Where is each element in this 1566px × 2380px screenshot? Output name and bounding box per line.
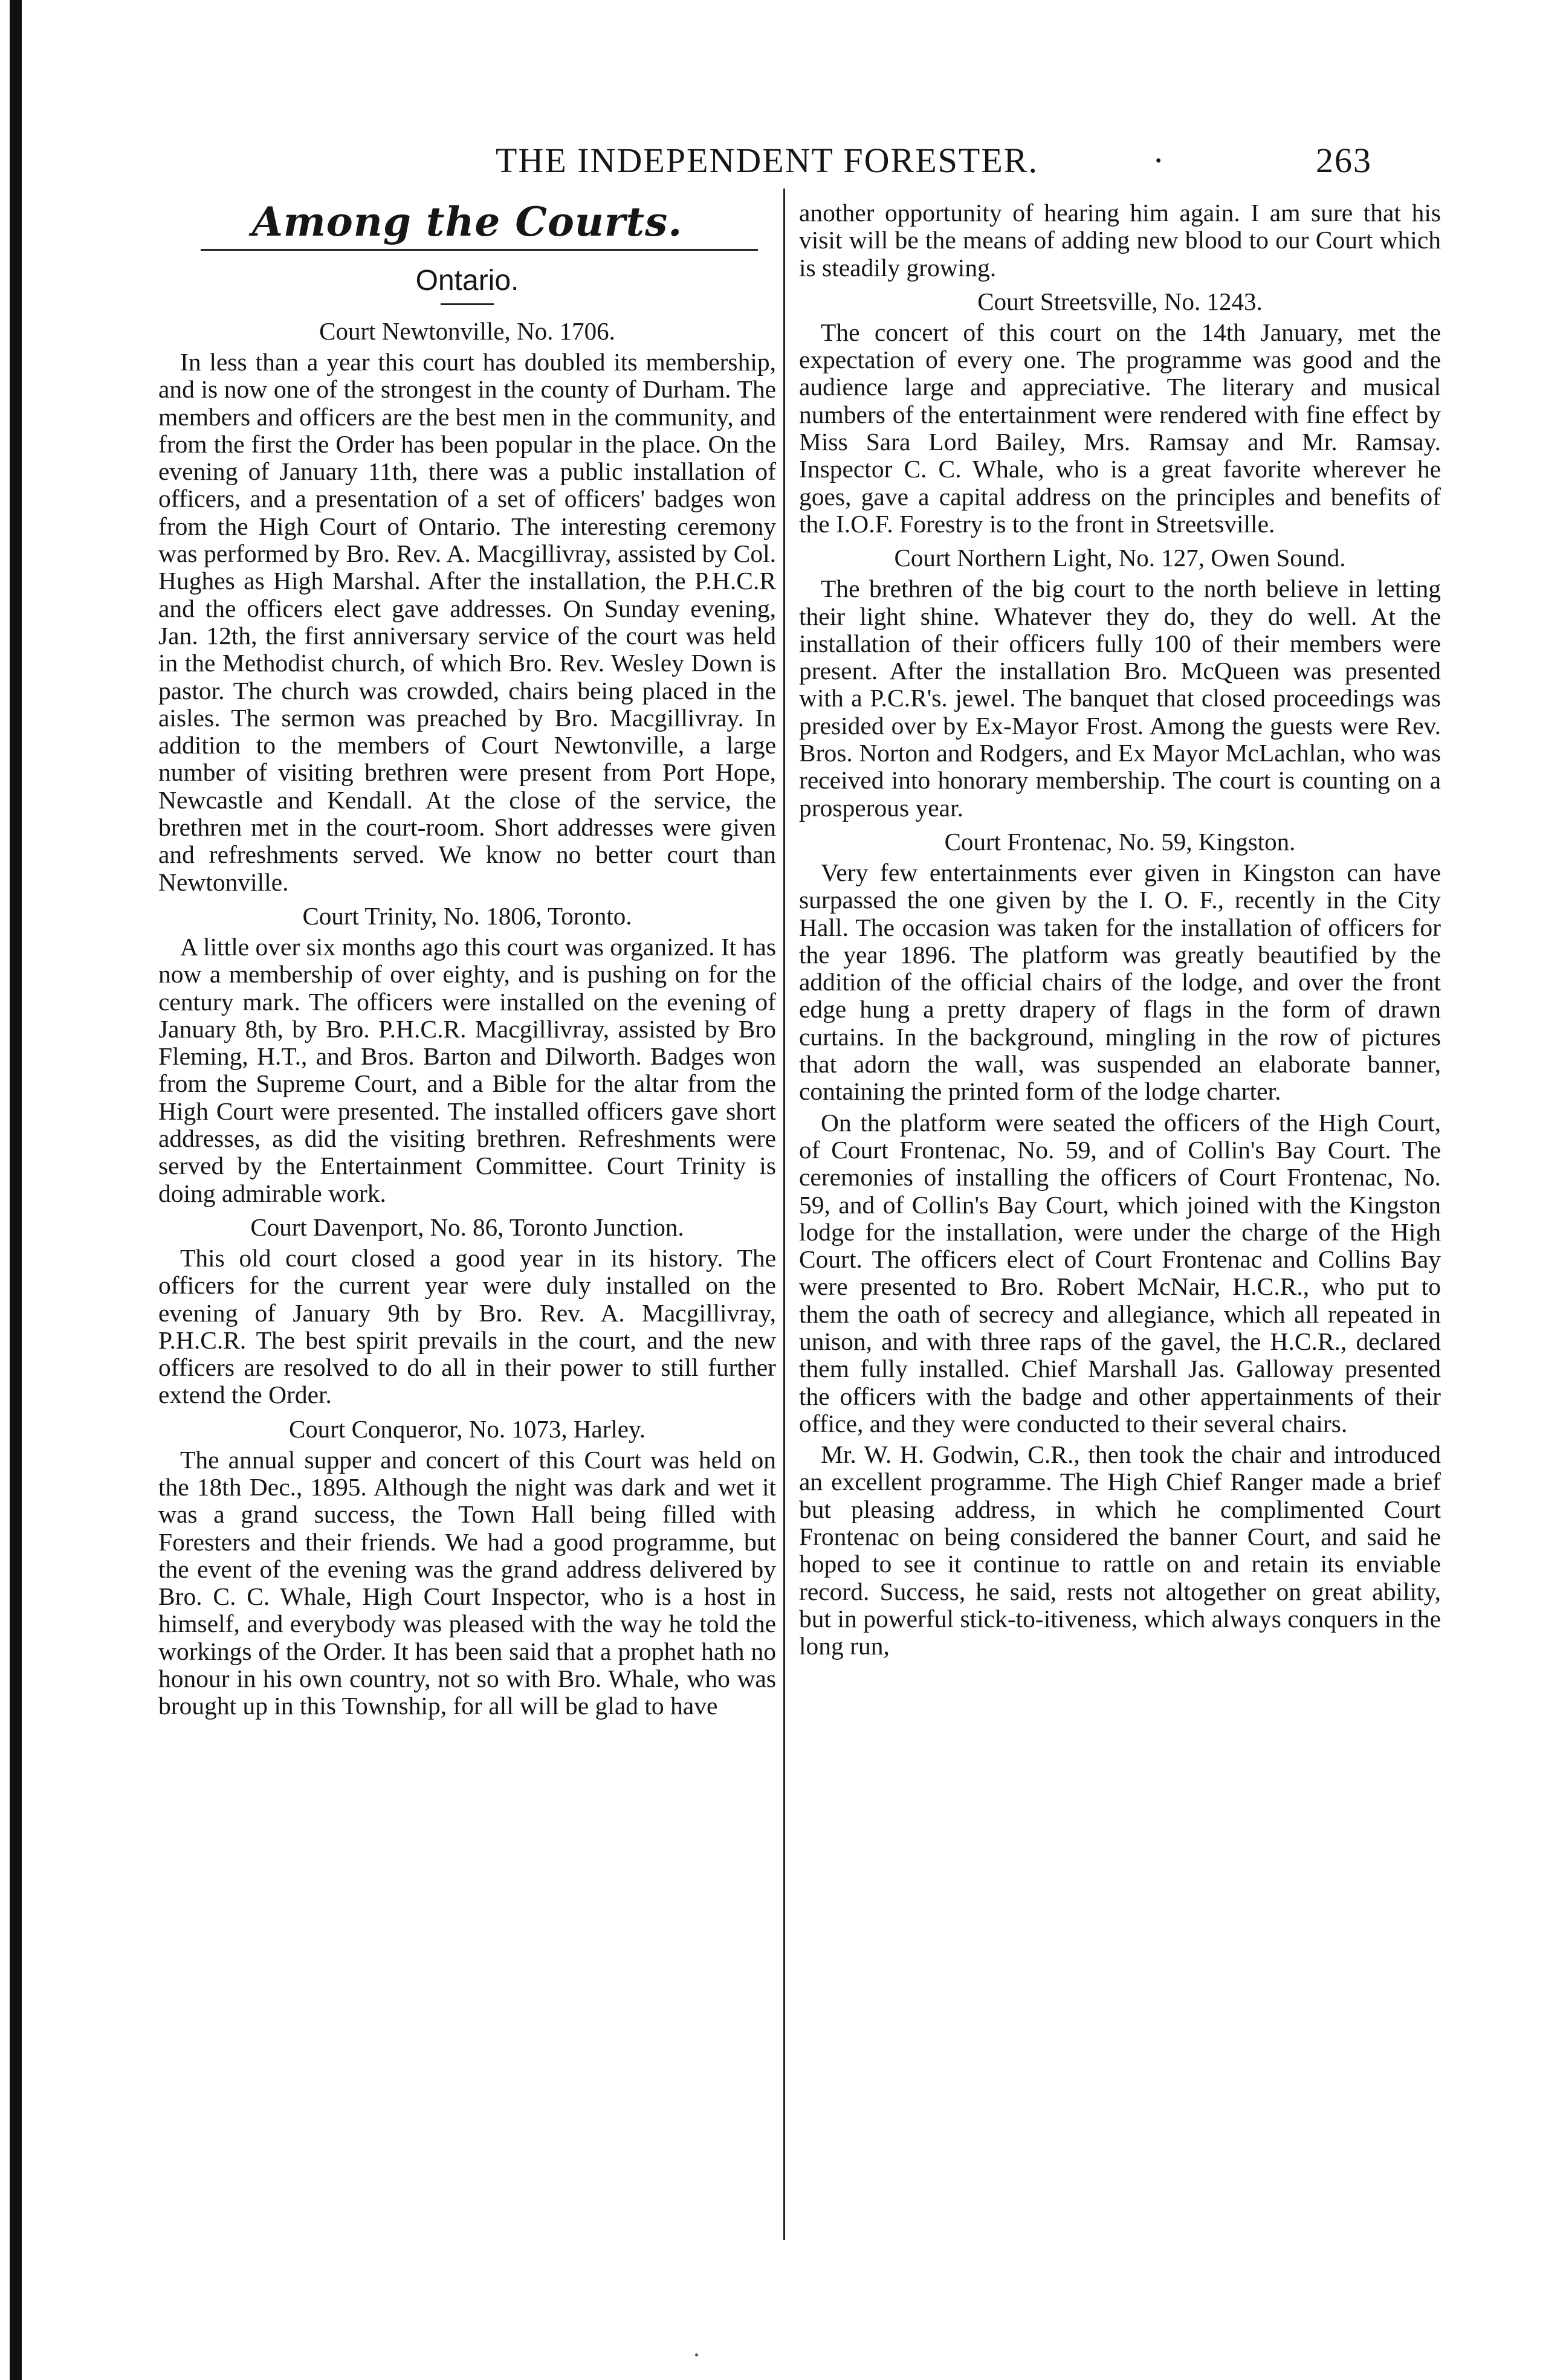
- region-heading: Ontario.: [415, 265, 519, 297]
- court-heading: Court Trinity, No. 1806, Toronto.: [302, 901, 632, 930]
- court-report: The brethren of the big court to the north believe in letting their light shine. Whatever they do, they do well. At the installation of their officers fully 100 of their members were present. After the installation Bro. McQueen was presented with a P.C.R's. jewel. The banquet that closed proceedings was presided over by Ex-Mayor Frost. Among the guests were Rev. Bros. Norton and Rodgers, and Ex Mayor McLachlan, who was received into honorary membership. The court is counting on a prosperous year.: [799, 575, 1441, 822]
- court-report: The concert of this court on the 14th January, met the expectation of every one. The programme was good and the audience large and appreciative. The literary and musical numbers of the entertainment were rendered with fine effect by Miss Sara Lord Bailey, Mrs. Ramsay and Mr. Ramsay. Inspector C. C. Whale, who is a great favorite wherever he goes, gave a capital address on the principles and benefits of the I.O.F. Forestry is to the front in Streetsville.: [799, 318, 1441, 538]
- court-report: Mr. W. H. Godwin, C.R., then took the chair and introduced an excellent programme. The High Chief Ranger made a brief but pleasing address, in which he complimented Court Frontenac on being considered the banner Court, and said he hoped to see it continue to rattle on and retain its enviable record. Success, he said, rests not altogether on great ability, but in powerful stick-to-itiveness, which always conquers in the long run,: [799, 1440, 1441, 1660]
- court-heading: Court Streetsville, No. 1243.: [977, 287, 1263, 315]
- court-report: The annual supper and concert of this Court was held on the 18th Dec., 1895. Although the night was dark and wet it was a grand success, the Town Hall being filled with Foresters and their friends. We had a good programme, but the event of the evening was the grand address delivered by Bro. C. C. Whale, High Court Inspector, who is a host in himself, and everybody was pleased with the way he told the workings of the Order. It has been said that a prophet hath no honour in his own country, not so with Bro. Whale, who was brought up in this Township, for all will be glad to have: [158, 1445, 776, 1720]
- title-rule: [201, 249, 758, 251]
- court-report: This old court closed a good year in its history. The officers for the current year were duly installed on the evening of January 9th by Bro. Rev. A. Macgillivray, P.H.C.R. The best spirit prevails in the court, and the new officers are resolved to do all in their power to still further extend the Order.: [158, 1243, 776, 1409]
- page-number: 263: [1316, 141, 1372, 180]
- court-report: On the platform were seated the officers of the High Court, of Court Frontenac, No. 59, and of Collin's Bay Court. The ceremonies of installing the officers of Court Frontenac, No. 59, and of Collin's Bay Court, which joined with the Kingston lodge for the installation, were under the charge of the High Court. The officers elect of Court Frontenac and Collins Bay were presented to Bro. Robert McNair, H.C.R., who put to them the oath of secrecy and allegiance, which all repeated in unison, and with three raps of the gavel, the H.C.R., declared them fully installed. Chief Marshall Jas. Galloway presented the officers with the badge and other appertainments of their office, and they were conducted to their several chairs.: [799, 1108, 1441, 1437]
- court-heading: Court Davenport, No. 86, Toronto Junction.: [250, 1213, 684, 1241]
- section-title: Among the Courts.: [251, 198, 683, 245]
- column-divider: [783, 189, 785, 2240]
- court-heading: Court Conqueror, No. 1073, Harley.: [288, 1414, 646, 1443]
- running-head: [453, 134, 1378, 182]
- header-dot: ·: [1153, 141, 1166, 180]
- court-heading: Court Northern Light, No. 127, Owen Sound.: [894, 544, 1346, 572]
- court-heading: Court Frontenac, No. 59, Kingston.: [944, 827, 1296, 856]
- court-report: In less than a year this court has doubled its membership, and is now one of the strongest in the county of Durham. The members and officers are the best men in the community, and from the first the Order has been popular in the place. On the evening of January 11th, there was a public installation of officers, and a presentation of a set of officers' badges won from the High Court of Ontario. The interesting ceremony was performed by Bro. Rev. A. Macgillivray, assisted by Col. Hughes as High Marshal. After the installation, the P.H.C.R and the officers elect gave addresses. On Sunday evening, Jan. 12th, the first anniversary service of the court was held in the Methodist church, of which Bro. Rev. Wesley Down is pastor. The church was crowded, chairs being placed in the aisles. The sermon was preached by Bro. Macgillivray. In addition to the members of Court Newtonville, a large number of visiting brethren were present from Port Hope, Newcastle and Kendall. At the close of the service, the brethren met in the court-room. Short addresses were given and refreshments served. We know no better court than Newtonville.: [158, 348, 776, 896]
- region-rule: [441, 303, 494, 305]
- running-title: THE INDEPENDENT FORESTER.: [496, 141, 1038, 180]
- right-column: [799, 181, 1441, 1664]
- continued-paragraph: another opportunity of hearing him again. I am sure that his visit will be the means of adding new blood to our Court which is steadily growing.: [799, 199, 1441, 282]
- page-speck: [695, 2353, 698, 2356]
- court-report: Very few entertainments ever given in Kingston can have surpassed the one given by the I. O. F., recently in the City Hall. The occasion was taken for the installation of officers for the year 1896. The platform was greatly beautified by the addition of the official chairs of the lodge, and over the front edge hung a pretty drapery of flags in the form of drawn curtains. In the background, mingling in the row of pictures that adorn the wall, was suspended an elaborate banner, containing the printed form of the lodge charter.: [799, 858, 1441, 1106]
- court-report: A little over six months ago this court was organized. It has now a membership of over eighty, and is pushing on for the century mark. The officers were installed on the evening of January 8th, by Bro. P.H.C.R. Macgillivray, assisted by Bro Fleming, H.T., and Bros. Barton and Dilworth. Badges won from the Supreme Court, and a Bible for the altar from the High Court were presented. The installed officers gave short addresses, as did the visiting brethren. Refreshments were served by the Entertainment Committee. Court Trinity is doing admirable work.: [158, 932, 776, 1207]
- left-column: [158, 181, 776, 1724]
- binding-edge-rule: [10, 0, 22, 2380]
- court-heading: Court Newtonville, No. 1706.: [319, 317, 615, 345]
